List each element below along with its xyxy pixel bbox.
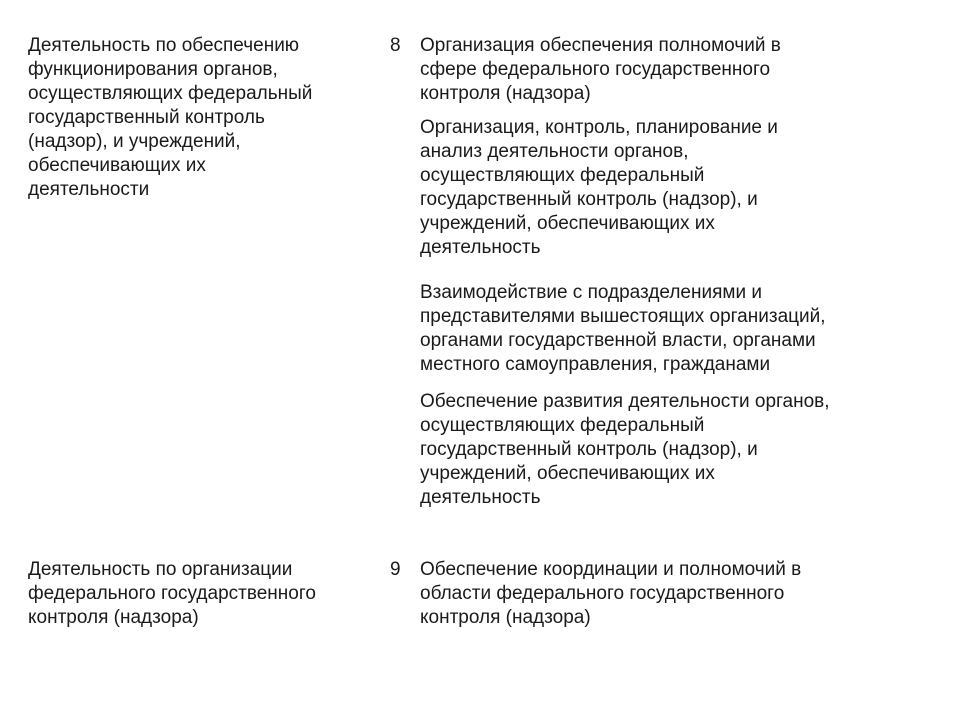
row-8-activity-text: Деятельность по обеспечению функционирования органов, осуществляющих федеральный государственный контроль (надзор), и учреждений, обеспечивающих их деятельности [28, 35, 313, 200]
row-9-activity-text: Деятельность по организации федерального государственного контроля (надзора) [28, 559, 316, 628]
row-9-function-1: Обеспечение координации и полномочий в области федерального государственного контроля (надзора) [420, 559, 802, 628]
row-9-number: 9 [390, 559, 401, 580]
row-8-function-3: Взаимодействие с подразделениями и представителями вышестоящих организаций, органами государственной власти, органами местного самоуправления, гражданами [420, 282, 826, 375]
row-8-function-2: Организация, контроль, планирование и анализ деятельности органов, осуществляющих федеральный государственный контроль (надзор), и учреждений, обеспечивающих их деятельность [420, 117, 778, 258]
row-8-number: 8 [390, 35, 401, 56]
row-8-function-4: Обеспечение развития деятельности органов, осуществляющих федеральный государственный контроль (надзор), и учреждений, обеспечивающих их деятельность [420, 391, 830, 508]
row-8-function-1: Организация обеспечения полномочий в сфере федерального государственного контроля (надзора) [420, 35, 781, 104]
